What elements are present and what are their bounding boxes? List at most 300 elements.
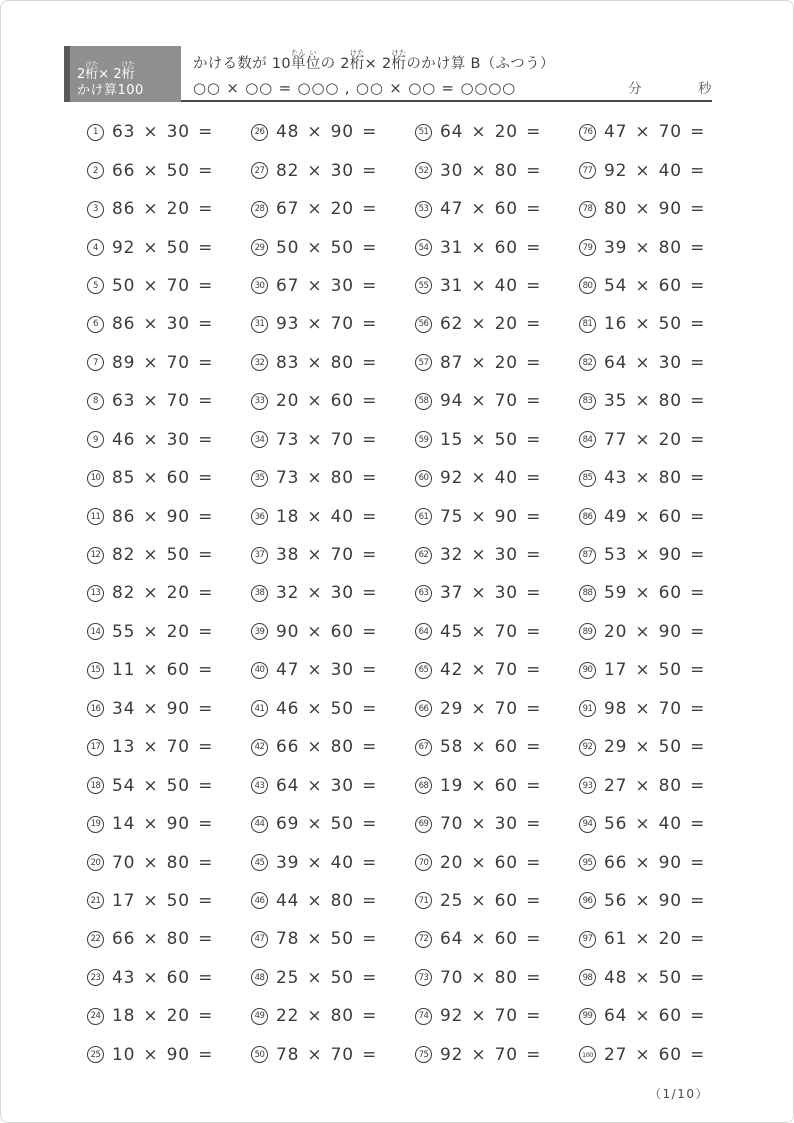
- problems-column-3: [415, 113, 579, 1074]
- problem-item: [415, 536, 579, 574]
- problem-number-badge: 75: [415, 1046, 432, 1063]
- problem-number-badge: 98: [579, 969, 596, 986]
- problem-number-badge: 18: [87, 777, 104, 794]
- problem-expression: 73 × 70 =: [276, 429, 378, 450]
- problem-expression: 70 × 80 =: [440, 967, 542, 988]
- problem-expression: 82 × 20 =: [112, 583, 214, 604]
- problem-number-badge: 41: [251, 700, 268, 717]
- problem-expression: 15 × 50 =: [440, 429, 542, 450]
- problem-number-badge: 43: [251, 777, 268, 794]
- problem-expression: 82 × 50 =: [112, 545, 214, 566]
- problem-expression: 70 × 30 =: [440, 814, 542, 835]
- problem-number-badge: 66: [415, 700, 432, 717]
- problem-number-badge: 37: [251, 547, 268, 564]
- problem-number-badge: 16: [87, 700, 104, 717]
- problem-expression: 93 × 70 =: [276, 314, 378, 335]
- problem-item: [87, 651, 251, 689]
- problems-column-2: [251, 113, 415, 1074]
- problem-number-badge: 69: [415, 816, 432, 833]
- problem-number-badge: 44: [251, 816, 268, 833]
- problem-item: [579, 344, 743, 382]
- problem-number-badge: 25: [87, 1046, 104, 1063]
- problem-item: [579, 651, 743, 689]
- category-line1: 2桁けた× 2桁けた: [77, 59, 135, 82]
- problem-item: [579, 959, 743, 997]
- problem-number-badge: 61: [415, 508, 432, 525]
- problem-number-badge: 2: [87, 162, 104, 179]
- problem-item: [87, 382, 251, 420]
- minutes-label: 分: [628, 81, 642, 97]
- problem-number-badge: 45: [251, 854, 268, 871]
- problem-expression: 54 × 60 =: [604, 275, 706, 296]
- problem-number-badge: 9: [87, 431, 104, 448]
- problem-expression: 90 × 60 =: [276, 621, 378, 642]
- problem-item: [579, 843, 743, 881]
- problem-expression: 58 × 60 =: [440, 737, 542, 758]
- problem-expression: 80 × 90 =: [604, 199, 706, 220]
- problem-item: [415, 459, 579, 497]
- problem-item: [87, 305, 251, 343]
- problem-item: [415, 1036, 579, 1074]
- problems-column-1: [87, 113, 251, 1074]
- problem-expression: 31 × 60 =: [440, 237, 542, 258]
- problem-number-badge: 5: [87, 277, 104, 294]
- problem-expression: 43 × 60 =: [112, 967, 214, 988]
- problem-number-badge: 50: [251, 1046, 268, 1063]
- problem-item: [415, 344, 579, 382]
- problem-item: [579, 305, 743, 343]
- header-category-box: [64, 46, 181, 102]
- problem-expression: 66 × 50 =: [112, 160, 214, 181]
- problem-item: [87, 882, 251, 920]
- problem-expression: 92 × 50 =: [112, 237, 214, 258]
- problem-item: [87, 805, 251, 843]
- problem-expression: 70 × 80 =: [112, 852, 214, 873]
- problem-expression: 31 × 40 =: [440, 275, 542, 296]
- problem-item: [87, 728, 251, 766]
- problem-number-badge: 19: [87, 816, 104, 833]
- problem-expression: 25 × 60 =: [440, 890, 542, 911]
- page-indicator: （1/10）: [649, 1087, 709, 1101]
- problem-number-badge: 31: [251, 316, 268, 333]
- problem-expression: 44 × 80 =: [276, 890, 378, 911]
- problem-expression: 22 × 80 =: [276, 1006, 378, 1027]
- problem-expression: 85 × 60 =: [112, 468, 214, 489]
- problem-item: [251, 421, 415, 459]
- problem-item: [415, 651, 579, 689]
- problem-number-badge: 59: [415, 431, 432, 448]
- problem-expression: 29 × 50 =: [604, 737, 706, 758]
- problem-number-badge: 35: [251, 470, 268, 487]
- problem-item: [415, 690, 579, 728]
- problem-item: [251, 959, 415, 997]
- problem-item: [87, 190, 251, 228]
- problem-number-badge: 73: [415, 969, 432, 986]
- problem-item: [579, 882, 743, 920]
- problem-expression: 64 × 60 =: [604, 1006, 706, 1027]
- problem-item: [579, 267, 743, 305]
- problem-expression: 50 × 50 =: [276, 237, 378, 258]
- problem-expression: 64 × 60 =: [440, 929, 542, 950]
- answer-pattern-hint: ○○ × ○○ = ○○○ , ○○ × ○○ = ○○○○: [193, 79, 517, 97]
- problem-expression: 92 × 70 =: [440, 1044, 542, 1065]
- problem-expression: 92 × 70 =: [440, 1006, 542, 1027]
- problem-number-badge: 30: [251, 277, 268, 294]
- problem-item: [579, 382, 743, 420]
- problem-item: [251, 882, 415, 920]
- furigana-text: 単たん: [290, 49, 306, 72]
- problem-number-badge: 94: [579, 816, 596, 833]
- problem-item: [251, 690, 415, 728]
- worksheet-header: [64, 46, 712, 102]
- problem-expression: 20 × 60 =: [276, 391, 378, 412]
- furigana-text: 桁けた: [85, 59, 99, 82]
- problem-number-badge: 95: [579, 854, 596, 871]
- problem-item: [251, 267, 415, 305]
- problem-number-badge: 100: [579, 1046, 596, 1063]
- problem-number-badge: 49: [251, 1008, 268, 1025]
- problem-item: [579, 805, 743, 843]
- problem-item: [251, 344, 415, 382]
- problem-item: [251, 997, 415, 1035]
- problem-number-badge: 64: [415, 623, 432, 640]
- problems-column-4: [579, 113, 743, 1074]
- problem-item: [579, 1036, 743, 1074]
- problem-item: [415, 997, 579, 1035]
- problem-number-badge: 87: [579, 547, 596, 564]
- problem-number-badge: 65: [415, 662, 432, 679]
- problem-expression: 17 × 50 =: [112, 890, 214, 911]
- problem-item: [415, 574, 579, 612]
- problem-expression: 25 × 50 =: [276, 967, 378, 988]
- problem-item: [415, 766, 579, 804]
- problem-item: [251, 497, 415, 535]
- problem-number-badge: 54: [415, 239, 432, 256]
- problem-number-badge: 32: [251, 354, 268, 371]
- problem-expression: 47 × 60 =: [440, 199, 542, 220]
- problem-number-badge: 91: [579, 700, 596, 717]
- problem-number-badge: 88: [579, 585, 596, 602]
- problem-number-badge: 26: [251, 124, 268, 141]
- problem-item: [415, 421, 579, 459]
- problem-item: [87, 574, 251, 612]
- problem-number-badge: 21: [87, 892, 104, 909]
- problem-item: [251, 190, 415, 228]
- problem-item: [415, 613, 579, 651]
- problem-expression: 20 × 60 =: [440, 852, 542, 873]
- problem-expression: 77 × 20 =: [604, 429, 706, 450]
- problem-item: [251, 651, 415, 689]
- problem-number-badge: 89: [579, 623, 596, 640]
- problem-expression: 10 × 90 =: [112, 1044, 214, 1065]
- problem-number-badge: 13: [87, 585, 104, 602]
- problem-expression: 53 × 90 =: [604, 545, 706, 566]
- problem-item: [87, 267, 251, 305]
- problem-number-badge: 10: [87, 470, 104, 487]
- problem-item: [415, 728, 579, 766]
- problem-number-badge: 53: [415, 201, 432, 218]
- problem-item: [415, 843, 579, 881]
- problem-expression: 49 × 60 =: [604, 506, 706, 527]
- problem-expression: 63 × 70 =: [112, 391, 214, 412]
- problem-number-badge: 52: [415, 162, 432, 179]
- problem-expression: 67 × 30 =: [276, 275, 378, 296]
- problem-expression: 39 × 80 =: [604, 237, 706, 258]
- problem-number-badge: 83: [579, 393, 596, 410]
- problem-expression: 82 × 30 =: [276, 160, 378, 181]
- problem-expression: 78 × 70 =: [276, 1044, 378, 1065]
- problem-item: [579, 690, 743, 728]
- problem-item: [251, 843, 415, 881]
- problem-item: [251, 920, 415, 958]
- problem-item: [579, 613, 743, 651]
- problem-item: [579, 997, 743, 1035]
- problem-expression: 62 × 20 =: [440, 314, 542, 335]
- problem-expression: 46 × 50 =: [276, 698, 378, 719]
- problem-number-badge: 1: [87, 124, 104, 141]
- problem-item: [415, 382, 579, 420]
- problem-number-badge: 81: [579, 316, 596, 333]
- problem-expression: 78 × 50 =: [276, 929, 378, 950]
- problem-expression: 18 × 20 =: [112, 1006, 214, 1027]
- problem-item: [87, 690, 251, 728]
- problem-number-badge: 7: [87, 354, 104, 371]
- problem-number-badge: 46: [251, 892, 268, 909]
- problem-item: [415, 959, 579, 997]
- problem-number-badge: 47: [251, 931, 268, 948]
- problem-item: [579, 536, 743, 574]
- problem-expression: 66 × 90 =: [604, 852, 706, 873]
- problem-number-badge: 60: [415, 470, 432, 487]
- problem-expression: 73 × 80 =: [276, 468, 378, 489]
- problem-number-badge: 14: [87, 623, 104, 640]
- seconds-label: 秒: [698, 81, 712, 97]
- problem-number-badge: 62: [415, 547, 432, 564]
- problem-number-badge: 76: [579, 124, 596, 141]
- problem-item: [579, 497, 743, 535]
- problem-item: [251, 459, 415, 497]
- problem-number-badge: 29: [251, 239, 268, 256]
- problem-number-badge: 4: [87, 239, 104, 256]
- problem-number-badge: 97: [579, 931, 596, 948]
- problem-expression: 56 × 90 =: [604, 890, 706, 911]
- problem-item: [87, 536, 251, 574]
- problem-expression: 86 × 30 =: [112, 314, 214, 335]
- problem-item: [87, 113, 251, 151]
- problem-item: [87, 1036, 251, 1074]
- problem-expression: 94 × 70 =: [440, 391, 542, 412]
- problem-item: [579, 766, 743, 804]
- problem-expression: 48 × 50 =: [604, 967, 706, 988]
- problem-number-badge: 82: [579, 354, 596, 371]
- problem-number-badge: 56: [415, 316, 432, 333]
- problem-number-badge: 58: [415, 393, 432, 410]
- problem-number-badge: 74: [415, 1008, 432, 1025]
- problem-expression: 43 × 80 =: [604, 468, 706, 489]
- problem-expression: 27 × 80 =: [604, 775, 706, 796]
- problem-item: [87, 421, 251, 459]
- problem-expression: 17 × 50 =: [604, 660, 706, 681]
- problem-item: [87, 228, 251, 266]
- problem-item: [579, 459, 743, 497]
- problem-item: [415, 497, 579, 535]
- problem-expression: 98 × 70 =: [604, 698, 706, 719]
- problem-item: [251, 766, 415, 804]
- problem-expression: 92 × 40 =: [604, 160, 706, 181]
- problem-expression: 13 × 70 =: [112, 737, 214, 758]
- problem-expression: 83 × 80 =: [276, 352, 378, 373]
- problem-number-badge: 48: [251, 969, 268, 986]
- problem-number-badge: 24: [87, 1008, 104, 1025]
- problem-item: [415, 920, 579, 958]
- problem-expression: 29 × 70 =: [440, 698, 542, 719]
- problem-number-badge: 63: [415, 585, 432, 602]
- problem-expression: 86 × 20 =: [112, 199, 214, 220]
- problem-item: [87, 497, 251, 535]
- problem-expression: 48 × 90 =: [276, 122, 378, 143]
- problem-number-badge: 93: [579, 777, 596, 794]
- furigana-text: 桁けた: [121, 59, 135, 82]
- problem-number-badge: 85: [579, 470, 596, 487]
- problem-number-badge: 72: [415, 931, 432, 948]
- problem-number-badge: 90: [579, 662, 596, 679]
- problem-item: [415, 267, 579, 305]
- problem-expression: 64 × 20 =: [440, 122, 542, 143]
- problem-number-badge: 79: [579, 239, 596, 256]
- worksheet-title: かける数が 10単たん位いの 2桁けた× 2桁けたのかけ算 B（ふつう）: [193, 49, 555, 72]
- problem-number-badge: 8: [87, 393, 104, 410]
- problem-number-badge: 99: [579, 1008, 596, 1025]
- problem-item: [579, 113, 743, 151]
- problem-number-badge: 36: [251, 508, 268, 525]
- furigana-text: 桁けた: [391, 49, 407, 72]
- problem-expression: 67 × 20 =: [276, 199, 378, 220]
- problem-expression: 34 × 90 =: [112, 698, 214, 719]
- problem-expression: 50 × 70 =: [112, 275, 214, 296]
- problem-item: [579, 151, 743, 189]
- problem-item: [87, 959, 251, 997]
- problem-expression: 18 × 40 =: [276, 506, 378, 527]
- problem-number-badge: 55: [415, 277, 432, 294]
- problem-item: [251, 536, 415, 574]
- furigana-text: 位い: [305, 49, 321, 72]
- problem-item: [87, 613, 251, 651]
- problem-number-badge: 42: [251, 739, 268, 756]
- problem-number-badge: 12: [87, 547, 104, 564]
- problem-number-badge: 39: [251, 623, 268, 640]
- problem-item: [87, 151, 251, 189]
- problem-number-badge: 3: [87, 201, 104, 218]
- problem-expression: 55 × 20 =: [112, 621, 214, 642]
- problem-expression: 30 × 80 =: [440, 160, 542, 181]
- category-line2: かけ算100: [77, 82, 144, 98]
- problem-expression: 92 × 40 =: [440, 468, 542, 489]
- problem-number-badge: 20: [87, 854, 104, 871]
- problem-item: [579, 421, 743, 459]
- problem-expression: 64 × 30 =: [276, 775, 378, 796]
- problem-number-badge: 34: [251, 431, 268, 448]
- problem-number-badge: 22: [87, 931, 104, 948]
- problem-item: [251, 574, 415, 612]
- problem-number-badge: 17: [87, 739, 104, 756]
- problem-item: [87, 459, 251, 497]
- problem-item: [415, 190, 579, 228]
- problem-number-badge: 51: [415, 124, 432, 141]
- furigana-text: 桁けた: [349, 49, 365, 72]
- problem-expression: 16 × 50 =: [604, 314, 706, 335]
- problem-item: [415, 882, 579, 920]
- problem-number-badge: 28: [251, 201, 268, 218]
- problem-item: [87, 843, 251, 881]
- problem-expression: 32 × 30 =: [276, 583, 378, 604]
- problem-item: [415, 151, 579, 189]
- problem-item: [251, 1036, 415, 1074]
- problem-expression: 69 × 50 =: [276, 814, 378, 835]
- problem-expression: 56 × 40 =: [604, 814, 706, 835]
- problem-item: [415, 228, 579, 266]
- problem-item: [87, 766, 251, 804]
- problem-number-badge: 40: [251, 662, 268, 679]
- problem-expression: 61 × 20 =: [604, 929, 706, 950]
- problem-item: [251, 151, 415, 189]
- problem-expression: 64 × 30 =: [604, 352, 706, 373]
- problem-item: [579, 728, 743, 766]
- problem-expression: 37 × 30 =: [440, 583, 542, 604]
- problem-number-badge: 6: [87, 316, 104, 333]
- problem-item: [579, 574, 743, 612]
- problem-expression: 47 × 70 =: [604, 122, 706, 143]
- problem-item: [415, 305, 579, 343]
- problem-item: [87, 997, 251, 1035]
- problem-number-badge: 27: [251, 162, 268, 179]
- problem-expression: 75 × 90 =: [440, 506, 542, 527]
- problem-number-badge: 86: [579, 508, 596, 525]
- problem-expression: 14 × 90 =: [112, 814, 214, 835]
- problem-number-badge: 77: [579, 162, 596, 179]
- problem-item: [579, 190, 743, 228]
- problem-item: [415, 805, 579, 843]
- problem-expression: 87 × 20 =: [440, 352, 542, 373]
- problem-expression: 32 × 30 =: [440, 545, 542, 566]
- problem-expression: 89 × 70 =: [112, 352, 214, 373]
- problem-expression: 46 × 30 =: [112, 429, 214, 450]
- problem-expression: 66 × 80 =: [276, 737, 378, 758]
- problem-number-badge: 70: [415, 854, 432, 871]
- problem-number-badge: 80: [579, 277, 596, 294]
- problem-expression: 27 × 60 =: [604, 1044, 706, 1065]
- problem-item: [251, 228, 415, 266]
- problem-expression: 66 × 80 =: [112, 929, 214, 950]
- problem-number-badge: 23: [87, 969, 104, 986]
- problem-number-badge: 92: [579, 739, 596, 756]
- problem-expression: 35 × 80 =: [604, 391, 706, 412]
- problem-number-badge: 78: [579, 201, 596, 218]
- problem-number-badge: 11: [87, 508, 104, 525]
- problem-expression: 86 × 90 =: [112, 506, 214, 527]
- problem-item: [415, 113, 579, 151]
- problem-item: [251, 805, 415, 843]
- problem-expression: 42 × 70 =: [440, 660, 542, 681]
- problem-expression: 20 × 90 =: [604, 621, 706, 642]
- problem-number-badge: 38: [251, 585, 268, 602]
- problem-expression: 59 × 60 =: [604, 583, 706, 604]
- problem-expression: 45 × 70 =: [440, 621, 542, 642]
- problem-item: [251, 113, 415, 151]
- problem-number-badge: 84: [579, 431, 596, 448]
- problem-number-badge: 33: [251, 393, 268, 410]
- problem-item: [251, 613, 415, 651]
- problem-expression: 54 × 50 =: [112, 775, 214, 796]
